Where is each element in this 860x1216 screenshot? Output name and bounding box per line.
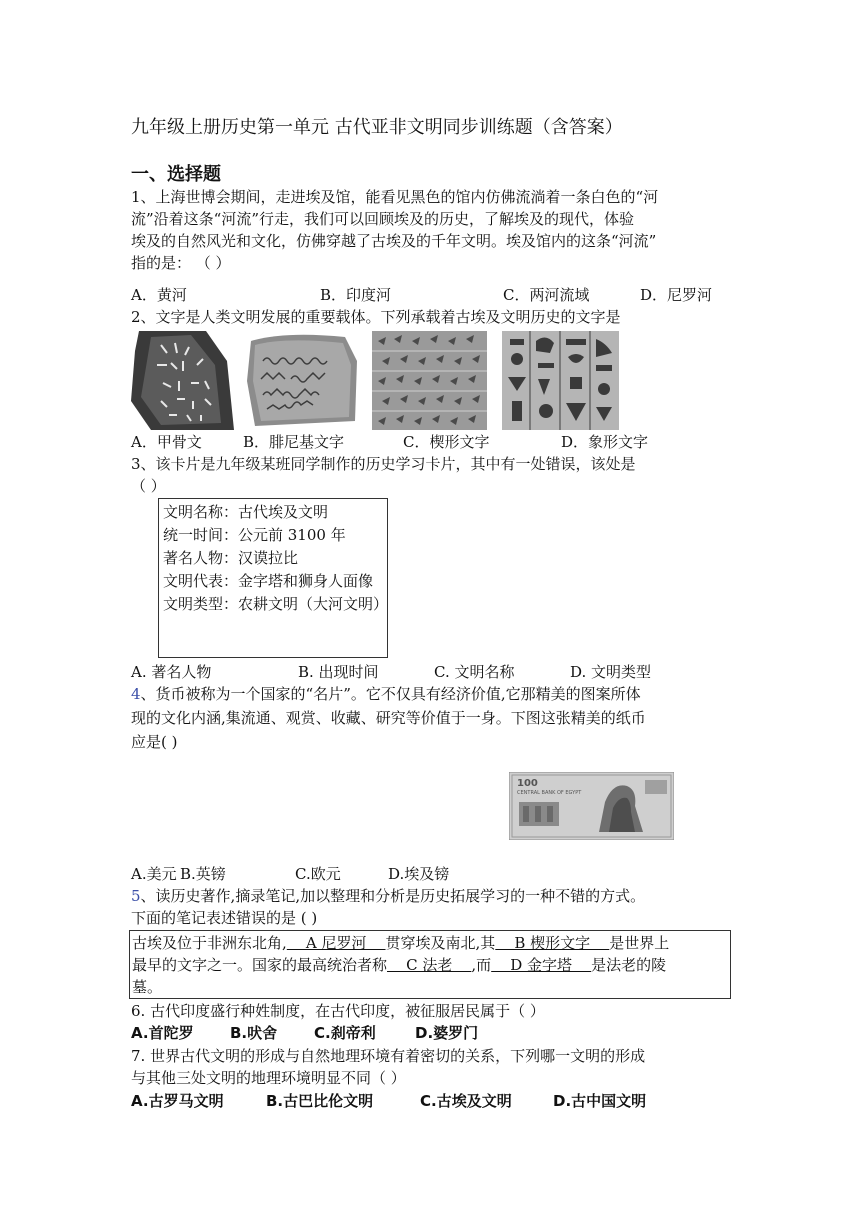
cuneiform-tablet-image bbox=[372, 331, 487, 430]
q6-option-a: A.首陀罗 bbox=[131, 1024, 194, 1042]
q3-option-d: D. 文明类型 bbox=[570, 663, 652, 681]
phoenician-tablet-image bbox=[245, 331, 360, 430]
q6-option-c: C.刹帝利 bbox=[314, 1024, 376, 1042]
card-row-name: 文明名称：古代埃及文明 bbox=[163, 503, 329, 521]
q3-option-c: C. 文明名称 bbox=[434, 663, 515, 681]
q7-option-a: A.古罗马文明 bbox=[131, 1092, 224, 1110]
study-note-box: 古埃及位于非洲东北角, A 尼罗河 贯穿埃及南北,其 B 楔形文字 是世界上 最早的文字之一。国家的最高统治者称 C 法老 ,而 D 金字塔 是法老的陵 墓。 bbox=[129, 930, 731, 999]
q7-line-2: 与其他三处文明的地理环境明显不同（ ） bbox=[131, 1069, 406, 1087]
q1-option-c: C．两河流域 bbox=[503, 286, 590, 304]
q7-option-b: B.古巴比伦文明 bbox=[266, 1092, 374, 1110]
q6-option-b: B.吠舍 bbox=[230, 1024, 278, 1042]
q1-line-4: 指的是： （ ） bbox=[131, 254, 231, 272]
q1-option-b: B．印度河 bbox=[320, 286, 392, 304]
q2-option-a: A．甲骨文 bbox=[131, 433, 202, 451]
q5-number: 5 bbox=[131, 887, 141, 905]
egyptian-banknote-image bbox=[509, 772, 674, 840]
q4-option-b: B.英镑 bbox=[180, 865, 226, 883]
card-row-representative: 文明代表：金字塔和狮身人面像 bbox=[163, 572, 374, 590]
card-row-type: 文明类型：农耕文明（大河文明） bbox=[163, 595, 389, 613]
q1-line-1: 1、上海世博会期间，走进埃及馆，能看见黑色的馆内仿佛流淌着一条白色的“河 bbox=[131, 188, 659, 206]
q4-line-1: 4、货币被称为一个国家的“名片”。它不仅具有经济价值,它那精美的图案所体 bbox=[131, 685, 641, 703]
note-blank-d: D 金字塔 bbox=[491, 956, 592, 974]
q1-option-a: A．黄河 bbox=[131, 286, 187, 304]
q7-option-d: D.古中国文明 bbox=[553, 1092, 647, 1110]
q1-option-d: D．尼罗河 bbox=[640, 286, 713, 304]
q6-line: 6. 古代印度盛行种姓制度，在古代印度，被征服居民属于（ ） bbox=[131, 1002, 545, 1020]
q5-line-1: 5、读历史著作,摘录笔记,加以整理和分析是历史拓展学习的一种不错的方式。 bbox=[131, 887, 646, 905]
q1-line-3: 埃及的自然风光和文化，仿佛穿越了古埃及的千年文明。埃及馆内的这条“河流” bbox=[131, 232, 657, 250]
card-row-person: 著名人物：汉谟拉比 bbox=[163, 549, 299, 567]
q2-option-b: B．腓尼基文字 bbox=[243, 433, 345, 451]
note-blank-c: C 法老 bbox=[387, 956, 472, 974]
q4-number: 4 bbox=[131, 685, 141, 703]
q6-option-d: D.婆罗门 bbox=[415, 1024, 479, 1042]
svg-text:100: 100 bbox=[517, 778, 538, 789]
q1-line-2: 流”沿着这条“河流”行走，我们可以回顾埃及的历史，了解埃及的现代，体验 bbox=[131, 210, 635, 228]
q3-line-1: 3、该卡片是九年级某班同学制作的历史学习卡片，其中有一处错误，该处是 bbox=[131, 455, 636, 473]
q4-line-2: 现的文化内涵,集流通、观赏、收藏、研究等价值于一身。下图这张精美的纸币 bbox=[131, 709, 646, 727]
q3-line-2: （ ） bbox=[131, 477, 166, 495]
page-title: 九年级上册历史第一单元 古代亚非文明同步训练题（含答案） bbox=[131, 117, 623, 138]
hieroglyph-image bbox=[502, 331, 619, 430]
note-blank-a: A 尼罗河 bbox=[286, 934, 386, 952]
section-heading: 一、选择题 bbox=[131, 164, 221, 185]
q2-option-d: D．象形文字 bbox=[561, 433, 649, 451]
q4-option-d: D.埃及镑 bbox=[388, 865, 450, 883]
q3-option-b: B. 出现时间 bbox=[298, 663, 379, 681]
banknote-label: CENTRAL BANK OF EGYPT bbox=[517, 790, 582, 796]
card-row-time: 统一时间：公元前 3100 年 bbox=[163, 526, 346, 544]
q7-line-1: 7. 世界古代文明的形成与自然地理环境有着密切的关系，下列哪一文明的形成 bbox=[131, 1047, 646, 1065]
study-card bbox=[158, 498, 388, 658]
q3-option-a: A. 著名人物 bbox=[131, 663, 212, 681]
q2-line: 2、文字是人类文明发展的重要载体。下列承载着古埃及文明历史的文字是 bbox=[131, 308, 621, 326]
q4-option-a: A.美元 bbox=[131, 865, 177, 883]
oracle-bone-image bbox=[131, 331, 234, 430]
q7-option-c: C.古埃及文明 bbox=[420, 1092, 512, 1110]
q2-option-c: C．楔形文字 bbox=[403, 433, 490, 451]
q5-line-2: 下面的笔记表述错误的是 ( ) bbox=[131, 909, 318, 927]
q4-line-3: 应是( ) bbox=[131, 733, 178, 751]
note-blank-b: B 楔形文字 bbox=[495, 934, 610, 952]
q4-option-c: C.欧元 bbox=[295, 865, 341, 883]
